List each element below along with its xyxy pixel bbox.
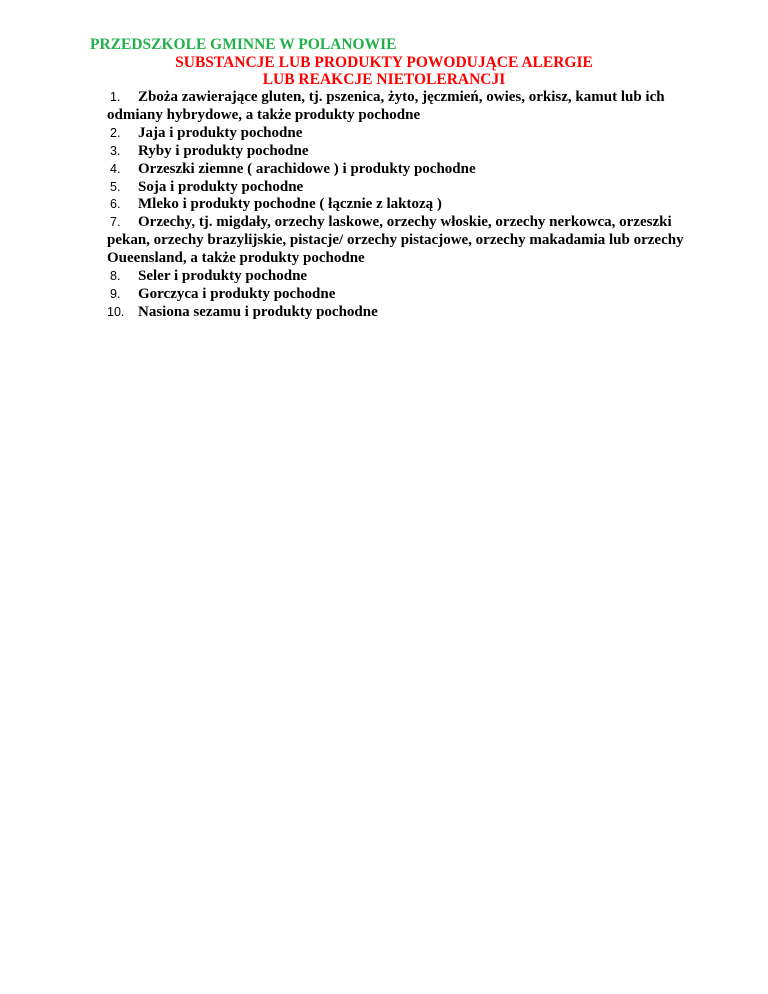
list-item-number: 2.	[110, 125, 121, 140]
document-title-line-2: LUB REAKCJE NIETOLERANCJI	[262, 71, 506, 88]
list-item-text: Orzechy, tj. migdały, orzechy laskowe, orzechy włoskie, orzechy nerkowca, orzeszki pekan, orzechy brazylijskie, pistacje/ orzechy pistacjowe, orzechy makadamia lub orzechy Oueensland, a także produkty pochodne	[107, 214, 684, 267]
list-item	[107, 214, 687, 268]
list-item-text: Seler i produkty pochodne	[138, 268, 308, 285]
list-item-number: 8.	[110, 269, 121, 284]
list-item-text: Soja i produkty pochodne	[138, 178, 304, 195]
list-item-text: Mleko i produkty pochodne ( łącznie z laktozą )	[138, 196, 442, 213]
list-item	[107, 89, 687, 125]
list-item-text: Ryby i produkty pochodne	[138, 142, 309, 159]
document-title-line-1: SUBSTANCJE LUB PRODUKTY POWODUJĄCE ALERGIE	[175, 54, 593, 71]
list-item	[107, 143, 687, 161]
list-item	[107, 196, 687, 214]
list-item-number: 6.	[110, 197, 121, 212]
list-item	[107, 161, 687, 179]
list-item-text: Jaja i produkty pochodne	[138, 124, 303, 141]
list-item	[107, 268, 687, 286]
list-item	[107, 304, 687, 322]
list-item-text: Orzeszki ziemne ( arachidowe ) i produkty pochodne	[138, 160, 476, 177]
list-item	[107, 286, 687, 304]
list-item	[107, 125, 687, 143]
list-item-number: 5.	[110, 179, 121, 194]
list-item-number: 10.	[107, 304, 125, 319]
list-item	[107, 179, 687, 197]
school-name: PRZEDSZKOLE GMINNE W POLANOWIE	[90, 36, 397, 53]
list-item-number: 9.	[110, 286, 121, 301]
list-item-number: 7.	[110, 215, 121, 230]
list-item-text: Nasiona sezamu i produkty pochodne	[138, 303, 378, 320]
list-item-number: 4.	[110, 161, 121, 176]
list-item-number: 1.	[110, 90, 121, 104]
allergen-list	[107, 89, 687, 322]
list-item-number: 3.	[110, 143, 121, 158]
list-item-text: Zboża zawierające gluten, tj. pszenica, żyto, jęczmień, owies, orkisz, kamut lub ich odmiany hybrydowe, a także produkty pochodne	[107, 89, 665, 123]
list-item-text: Gorczyca i produkty pochodne	[138, 285, 336, 302]
